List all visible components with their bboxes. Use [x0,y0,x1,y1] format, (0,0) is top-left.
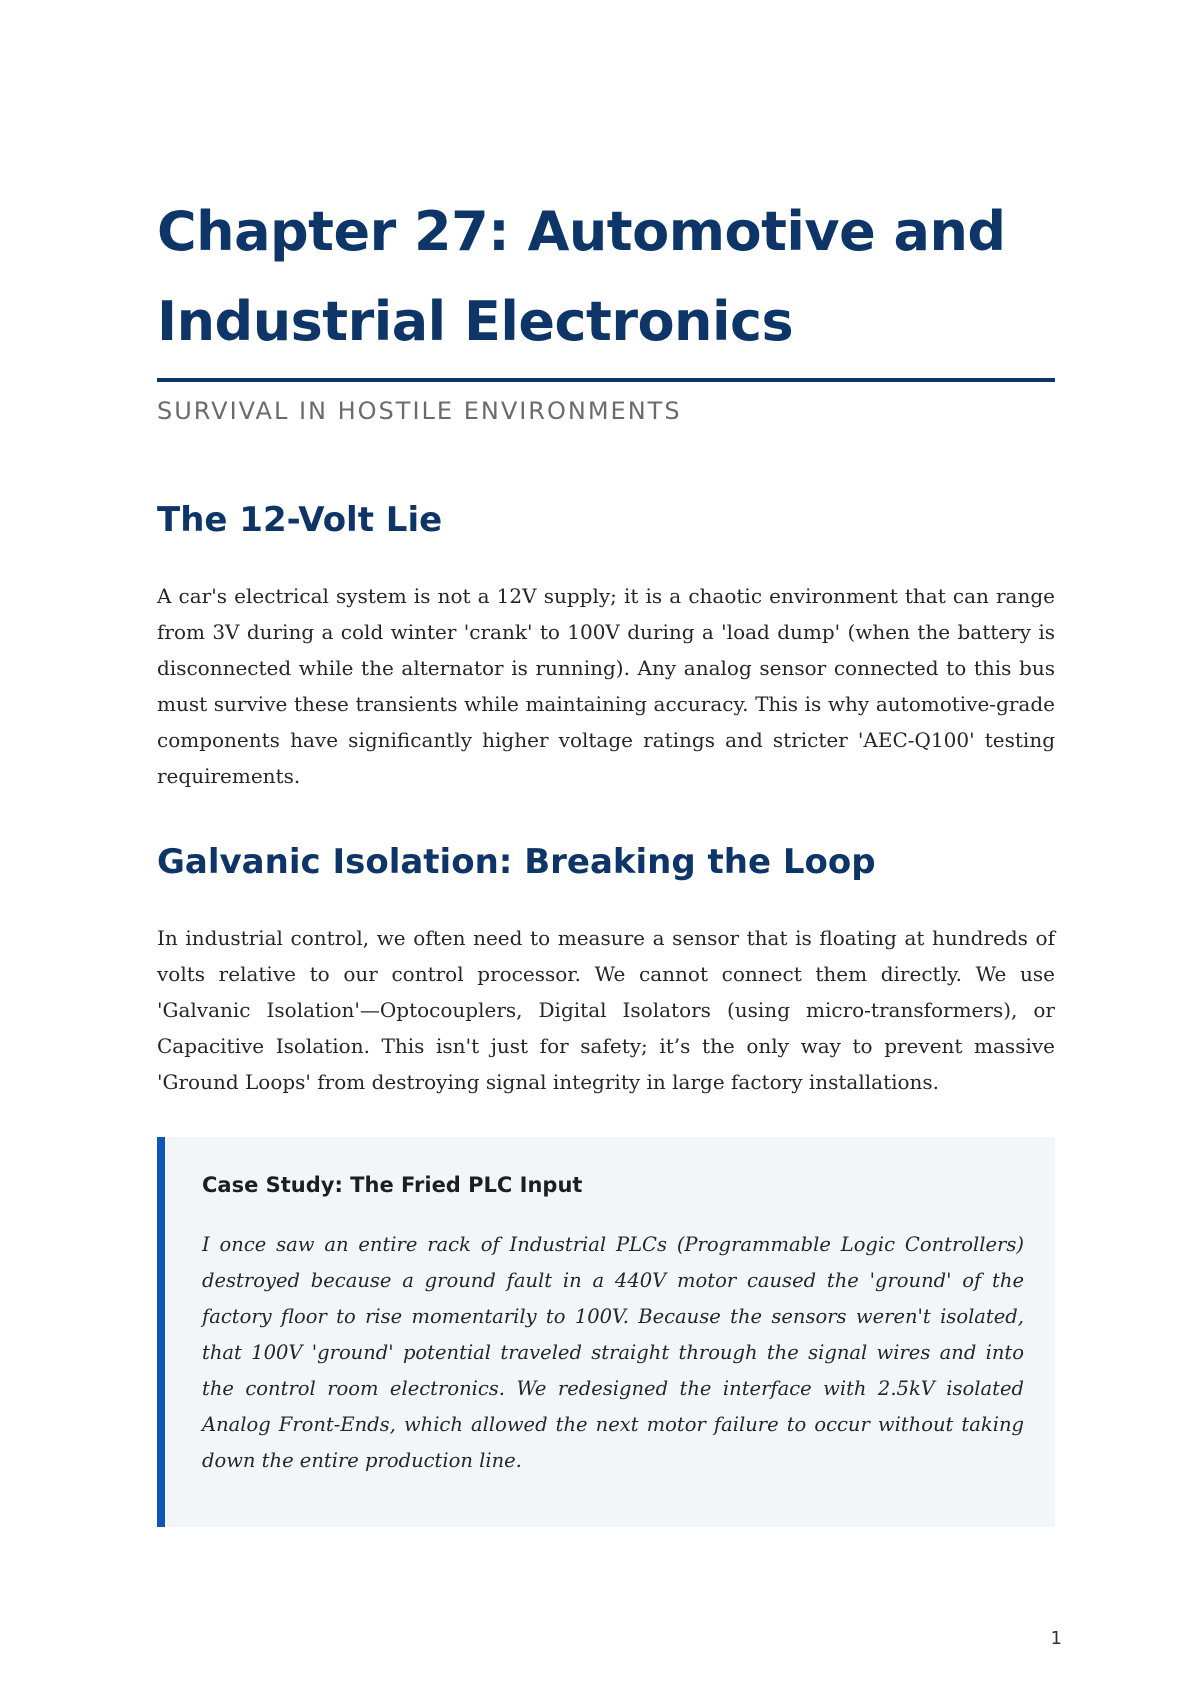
section-body-12-volt-lie: A car's electrical system is not a 12V supply; it is a chaotic environment that can range from 3V during a cold winter 'crank' to 100V during a 'load dump' (when the battery is disconnected while the alternator is running). Any analog sensor connected to this bus must survive these transients while maintaining accuracy. This is why automotive-grade components have significantly higher voltage ratings and stricter 'AEC-Q100' testing requirements. [157,584,1055,788]
section-body-galvanic-isolation: In industrial control, we often need to measure a sensor that is floating at hundreds of volts relative to our control processor. We cannot connect them directly. We use 'Galvanic Isolation'—Optocouplers, Digital Isolators (using micro-transformers), or Capacitive Isolation. This isn't just for safety; it’s the only way to prevent massive 'Ground Loops' from destroying signal integrity in large factory installations. [157,926,1055,1094]
case-study-callout [157,1137,1055,1527]
section-heading-galvanic-isolation: Galvanic Isolation: Breaking the Loop [157,842,876,882]
section-heading-12-volt-lie: The 12-Volt Lie [157,500,443,540]
chapter-title: Chapter 27: Automotive and Industrial Electronics [157,200,1006,353]
chapter-subtitle: SURVIVAL IN HOSTILE ENVIRONMENTS [157,397,682,425]
page-number: 1 [1050,1628,1062,1649]
title-divider [157,378,1055,382]
case-study-body: I once saw an entire rack of Industrial PLCs (Programmable Logic Controllers) destroyed because a ground fault in a 440V motor caused the 'ground' of the factory floor to rise momentarily to 100V. Because the sensors weren't isolated, that 100V 'ground' potential traveled straight through the signal wires and into the control room electronics. We redesigned the interface with 2.5kV isolated Analog Front-Ends, which allowed the next motor failure to occur without taking down the entire production line. [202,1233,1024,1472]
case-study-title: Case Study: The Fried PLC Input [202,1173,583,1197]
